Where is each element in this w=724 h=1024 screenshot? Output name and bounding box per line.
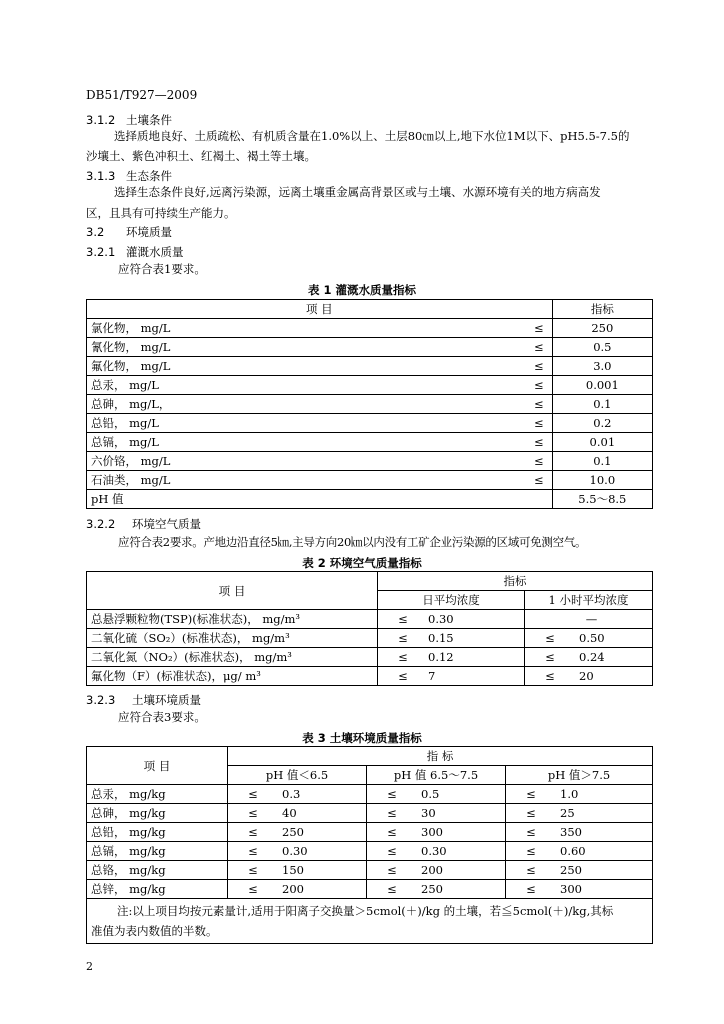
section-number: 3.2 [86, 225, 105, 239]
row-item: pH 值 [87, 490, 553, 509]
hourly-cell [525, 629, 653, 648]
table-header-row [87, 572, 653, 591]
soil-value: 250 [560, 863, 582, 877]
soil-value: 1.0 [560, 787, 579, 801]
soil-value: 350 [560, 825, 582, 839]
header-ph-high: pH 值＞7.5 [506, 766, 653, 785]
le-symbol: ≤ [398, 669, 408, 683]
heading-3-2-1 [86, 244, 184, 260]
soil-value: 25 [560, 806, 575, 820]
soil-value: 40 [282, 806, 297, 820]
section-title: 灌溉水质量 [126, 245, 184, 259]
table-row [87, 319, 653, 338]
row-value: 0.01 [552, 433, 652, 452]
hourly-value: 0.24 [579, 650, 605, 664]
hourly-value: 0.50 [579, 631, 605, 645]
table-row [87, 823, 653, 842]
value-cell [228, 823, 367, 842]
soil-value: 200 [282, 882, 304, 896]
le-symbol: ≤ [520, 452, 553, 471]
row-item: 总镉， mg/kg [87, 842, 228, 861]
value-cell [367, 880, 506, 899]
table-row [87, 610, 653, 629]
table-row [87, 414, 653, 433]
value-cell [367, 785, 506, 804]
table-note-row [87, 899, 653, 944]
row-item: 氟化物， mg/L [87, 357, 520, 376]
le-symbol: ≤ [520, 395, 553, 414]
header-item: 项 目 [87, 572, 378, 610]
le-symbol: ≤ [526, 844, 536, 858]
table-row [87, 376, 653, 395]
value-cell [367, 823, 506, 842]
row-value: 5.5～8.5 [552, 490, 652, 509]
row-value: 10.0 [552, 471, 652, 490]
row-item: 总悬浮颗粒物(TSP)(标准状态)， mg/m³ [87, 610, 378, 629]
daily-value: 0.12 [428, 650, 454, 664]
le-symbol: ≤ [526, 825, 536, 839]
table-row [87, 395, 653, 414]
soil-value: 200 [421, 863, 443, 877]
soil-value: 0.5 [421, 787, 440, 801]
row-item: 总铅， mg/kg [87, 823, 228, 842]
para-3-1-2-line1: 选择质地良好、土质疏松、有机质含量在1.0%以上、土层80㎝以上,地下水位1M以下、pH5.5-7.5的 [114, 129, 630, 143]
section-title: 土壤环境质量 [132, 693, 201, 707]
hourly-cell [525, 610, 653, 629]
value-cell [228, 880, 367, 899]
table-row [87, 842, 653, 861]
soil-value: 300 [560, 882, 582, 896]
note-line1: 注:以上项目均按元素量计,适用于阳离子交换量＞5cmol(＋)/kg 的土壤，若≦5cmol(＋)/kg,其标 [117, 904, 614, 918]
le-symbol: ≤ [387, 882, 397, 896]
soil-value: 0.30 [421, 844, 447, 858]
heading-3-2 [86, 224, 172, 240]
row-value: 3.0 [552, 357, 652, 376]
row-item: 氟化物（F）(标准状态)，μg/ m³ [87, 667, 378, 686]
le-symbol: ≤ [545, 650, 555, 664]
table-row [87, 452, 653, 471]
daily-value: 0.15 [428, 631, 454, 645]
row-item: 总砷， mg/L， [87, 395, 520, 414]
le-symbol: ≤ [248, 844, 258, 858]
soil-value: 0.3 [282, 787, 301, 801]
table-row [87, 804, 653, 823]
le-symbol: ≤ [520, 357, 553, 376]
header-indicator: 指 标 [228, 747, 653, 766]
le-symbol: ≤ [398, 612, 408, 626]
row-value: 0.2 [552, 414, 652, 433]
header-item: 项 目 [87, 300, 553, 319]
table-row [87, 338, 653, 357]
value-cell [367, 804, 506, 823]
table-header-row [87, 747, 653, 766]
le-symbol: ≤ [398, 631, 408, 645]
le-symbol: ≤ [520, 414, 553, 433]
row-item: 总镉， mg/L [87, 433, 520, 452]
value-cell [506, 842, 653, 861]
header-daily: 日平均浓度 [378, 591, 525, 610]
value-cell [506, 823, 653, 842]
row-item: 二氧化氮（NO₂）(标准状态)， mg/m³ [87, 648, 378, 667]
value-cell [367, 842, 506, 861]
para-3-2-3: 应符合表3要求。 [118, 710, 206, 724]
le-symbol: ≤ [387, 844, 397, 858]
row-item: 总汞， mg/kg [87, 785, 228, 804]
header-item: 项 目 [87, 747, 228, 785]
table-row [87, 861, 653, 880]
row-value: 0.001 [552, 376, 652, 395]
table3 [86, 746, 653, 944]
row-value: 250 [552, 319, 652, 338]
soil-value: 250 [282, 825, 304, 839]
table-row [87, 490, 653, 509]
para-3-1-2-line2: 沙壤土、紫色冲积土、红褐土、褐土等土壤。 [86, 149, 316, 163]
section-title: 生态条件 [126, 169, 172, 183]
le-symbol: ≤ [387, 806, 397, 820]
hourly-cell [525, 648, 653, 667]
section-title: 土壤条件 [126, 113, 172, 127]
le-symbol: ≤ [526, 806, 536, 820]
soil-value: 30 [421, 806, 436, 820]
row-value: 0.1 [552, 395, 652, 414]
table1 [86, 299, 653, 509]
para-3-2-2: 应符合表2要求。产地边沿直径5㎞,主导方向20㎞以内没有工矿企业污染源的区域可免测空气。 [118, 535, 587, 549]
soil-value: 0.30 [282, 844, 308, 858]
table-row [87, 667, 653, 686]
table-row [87, 629, 653, 648]
le-symbol: ≤ [520, 433, 553, 452]
row-item: 氯化物， mg/L [87, 319, 520, 338]
value-cell [506, 880, 653, 899]
le-symbol: ≤ [545, 631, 555, 645]
para-3-1-3-line1: 选择生态条件良好,远离污染源，远离土壤重金属高背景区或与土壤、水源环境有关的地方病高发 [114, 185, 601, 199]
le-symbol: ≤ [387, 863, 397, 877]
value-cell [228, 804, 367, 823]
value-cell [506, 804, 653, 823]
value-cell [228, 861, 367, 880]
value-cell [506, 861, 653, 880]
daily-cell [378, 629, 525, 648]
soil-value: 150 [282, 863, 304, 877]
le-symbol: ≤ [520, 376, 553, 395]
section-number: 3.2.3 [86, 693, 116, 707]
row-value: 0.1 [552, 452, 652, 471]
para-3-1-3-line2: 区，且具有可持续生产能力。 [86, 206, 236, 220]
row-value: 0.5 [552, 338, 652, 357]
header-ph-mid: pH 值 6.5～7.5 [367, 766, 506, 785]
heading-3-2-2 [86, 516, 201, 532]
hourly-value: — [585, 612, 598, 626]
le-symbol: ≤ [526, 787, 536, 801]
daily-value: 0.30 [428, 612, 454, 626]
row-item: 氰化物， mg/L [87, 338, 520, 357]
row-item: 二氧化硫（SO₂）(标准状态)， mg/m³ [87, 629, 378, 648]
daily-cell [378, 667, 525, 686]
table-header-row [87, 300, 653, 319]
table1-title: 表 1 灌溉水质量指标 [307, 283, 416, 297]
value-cell [506, 785, 653, 804]
hourly-cell [525, 667, 653, 686]
row-item: 总铬， mg/kg [87, 861, 228, 880]
section-number: 3.1.2 [86, 113, 116, 127]
table-row [87, 357, 653, 376]
note-line2: 准值为表内数值的半数。 [91, 924, 218, 938]
table-row [87, 648, 653, 667]
section-number: 3.2.1 [86, 245, 116, 259]
table-note [87, 899, 653, 944]
table2 [86, 571, 653, 686]
daily-value: 7 [428, 669, 436, 683]
le-symbol: ≤ [398, 650, 408, 664]
header-indicator: 指标 [552, 300, 652, 319]
soil-value: 0.60 [560, 844, 586, 858]
hourly-value: 20 [579, 669, 594, 683]
table-row [87, 433, 653, 452]
table-row [87, 785, 653, 804]
header-indicator: 指标 [378, 572, 653, 591]
doc-code: DB51/T927—2009 [86, 88, 198, 102]
para-3-2-1: 应符合表1要求。 [118, 262, 206, 276]
row-item: 六价铬， mg/L [87, 452, 520, 471]
table-row [87, 471, 653, 490]
header-ph-low: pH 值＜6.5 [228, 766, 367, 785]
section-number: 3.2.2 [86, 517, 116, 531]
value-cell [367, 861, 506, 880]
row-item: 总汞， mg/L [87, 376, 520, 395]
page-number: 2 [86, 960, 93, 973]
le-symbol: ≤ [520, 471, 553, 490]
row-item: 石油类， mg/L [87, 471, 520, 490]
le-symbol: ≤ [545, 669, 555, 683]
section-title: 环境空气质量 [132, 517, 201, 531]
le-symbol: ≤ [520, 338, 553, 357]
soil-value: 250 [421, 882, 443, 896]
le-symbol: ≤ [520, 319, 553, 338]
le-symbol: ≤ [248, 806, 258, 820]
le-symbol: ≤ [387, 825, 397, 839]
value-cell [228, 785, 367, 804]
le-symbol: ≤ [526, 882, 536, 896]
daily-cell [378, 610, 525, 629]
le-symbol: ≤ [248, 825, 258, 839]
value-cell [228, 842, 367, 861]
daily-cell [378, 648, 525, 667]
le-symbol: ≤ [248, 787, 258, 801]
soil-value: 300 [421, 825, 443, 839]
le-symbol: ≤ [248, 882, 258, 896]
table3-title: 表 3 土壤环境质量指标 [302, 731, 422, 745]
header-hourly: 1 小时平均浓度 [525, 591, 653, 610]
le-symbol: ≤ [248, 863, 258, 877]
heading-3-2-3 [86, 692, 201, 708]
row-item: 总砷， mg/kg [87, 804, 228, 823]
section-number: 3.1.3 [86, 169, 116, 183]
le-symbol: ≤ [387, 787, 397, 801]
section-title: 环境质量 [126, 225, 172, 239]
le-symbol: ≤ [526, 863, 536, 877]
row-item: 总铅， mg/L [87, 414, 520, 433]
table2-title: 表 2 环境空气质量指标 [302, 556, 422, 570]
table-row [87, 880, 653, 899]
row-item: 总锌， mg/kg [87, 880, 228, 899]
